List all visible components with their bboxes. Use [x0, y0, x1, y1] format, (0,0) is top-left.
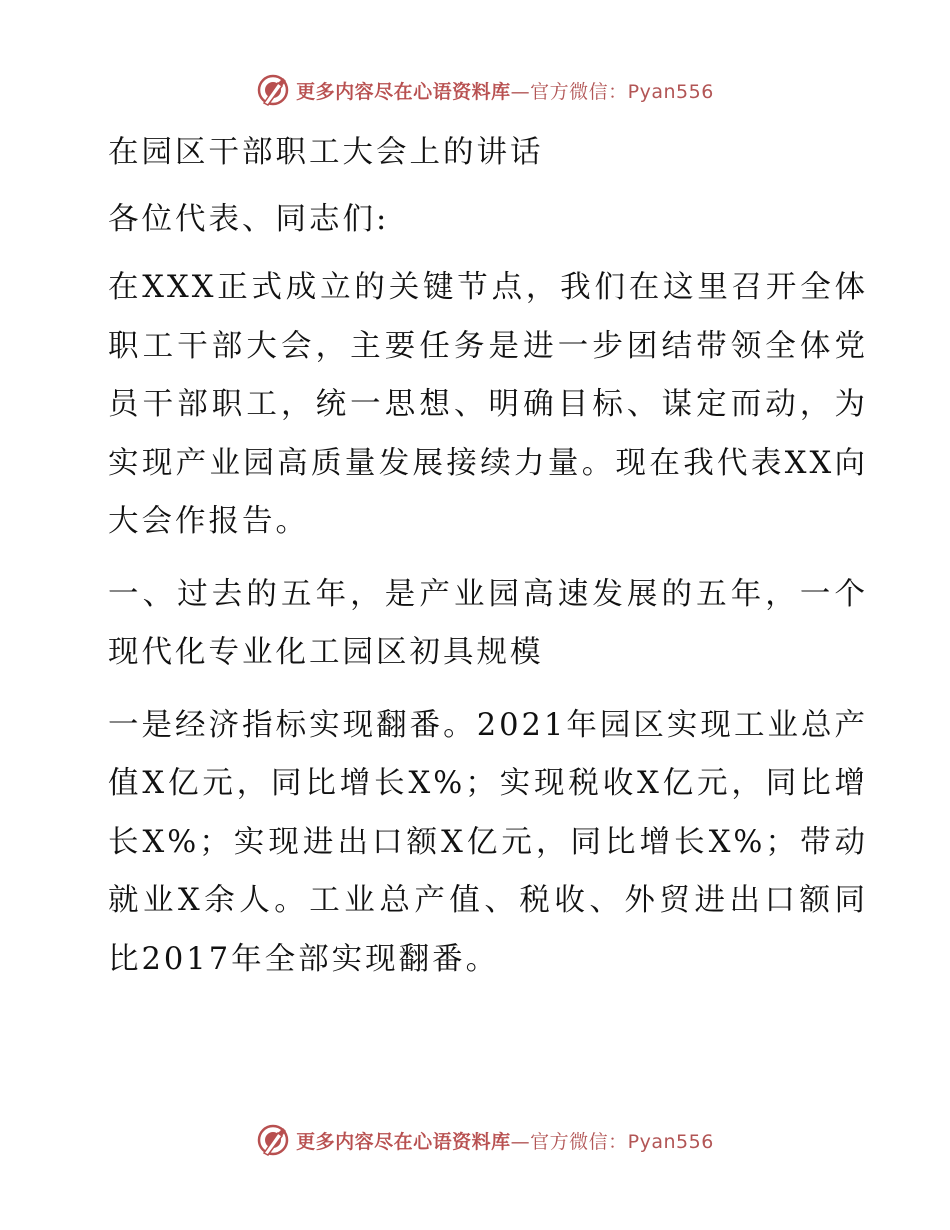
watermark-text: [296, 1127, 714, 1154]
watermark-text: [296, 77, 714, 104]
pen-logo-icon: [256, 73, 290, 107]
watermark-group: [256, 73, 714, 107]
watermark-main: 更多内容尽在心语资料库: [296, 80, 511, 103]
pen-logo-icon: [256, 1123, 290, 1157]
document-title: 在园区干部职工大会上的讲话: [108, 135, 544, 170]
watermark-suffix: —官方微信：Pyan556: [510, 1130, 714, 1153]
document-body: [98, 120, 868, 989]
watermark-main: 更多内容尽在心语资料库: [296, 1130, 511, 1153]
greeting: 各位代表、同志们:: [108, 201, 390, 237]
header-watermark: [0, 70, 950, 110]
footer-watermark: [0, 1120, 950, 1160]
paragraph-intro: 在XXX正式成立的关键节点，我们在这里召开全体职工干部大会，主要任务是进一步团结带领全体党员干部职工，统一思想、明确目标、谋定而动，为实现产业园高质量发展接续力量。现在我代表XX向大会作报告。: [108, 270, 868, 539]
section-heading: 一、过去的五年，是产业园高速发展的五年，一个现代化专业化工园区初具规模: [108, 576, 868, 670]
watermark-suffix: —官方微信：Pyan556: [510, 80, 714, 103]
paragraph-economic: 一是经济指标实现翻番。2021年园区实现工业总产值X亿元，同比增长X%；实现税收X亿元，同比增长X%；实现进出口额X亿元，同比增长X%；带动就业X余人。工业总产值、税收、外贸进出口额同比2017年全部实现翻番。: [108, 707, 868, 977]
watermark-group: [256, 1123, 714, 1157]
